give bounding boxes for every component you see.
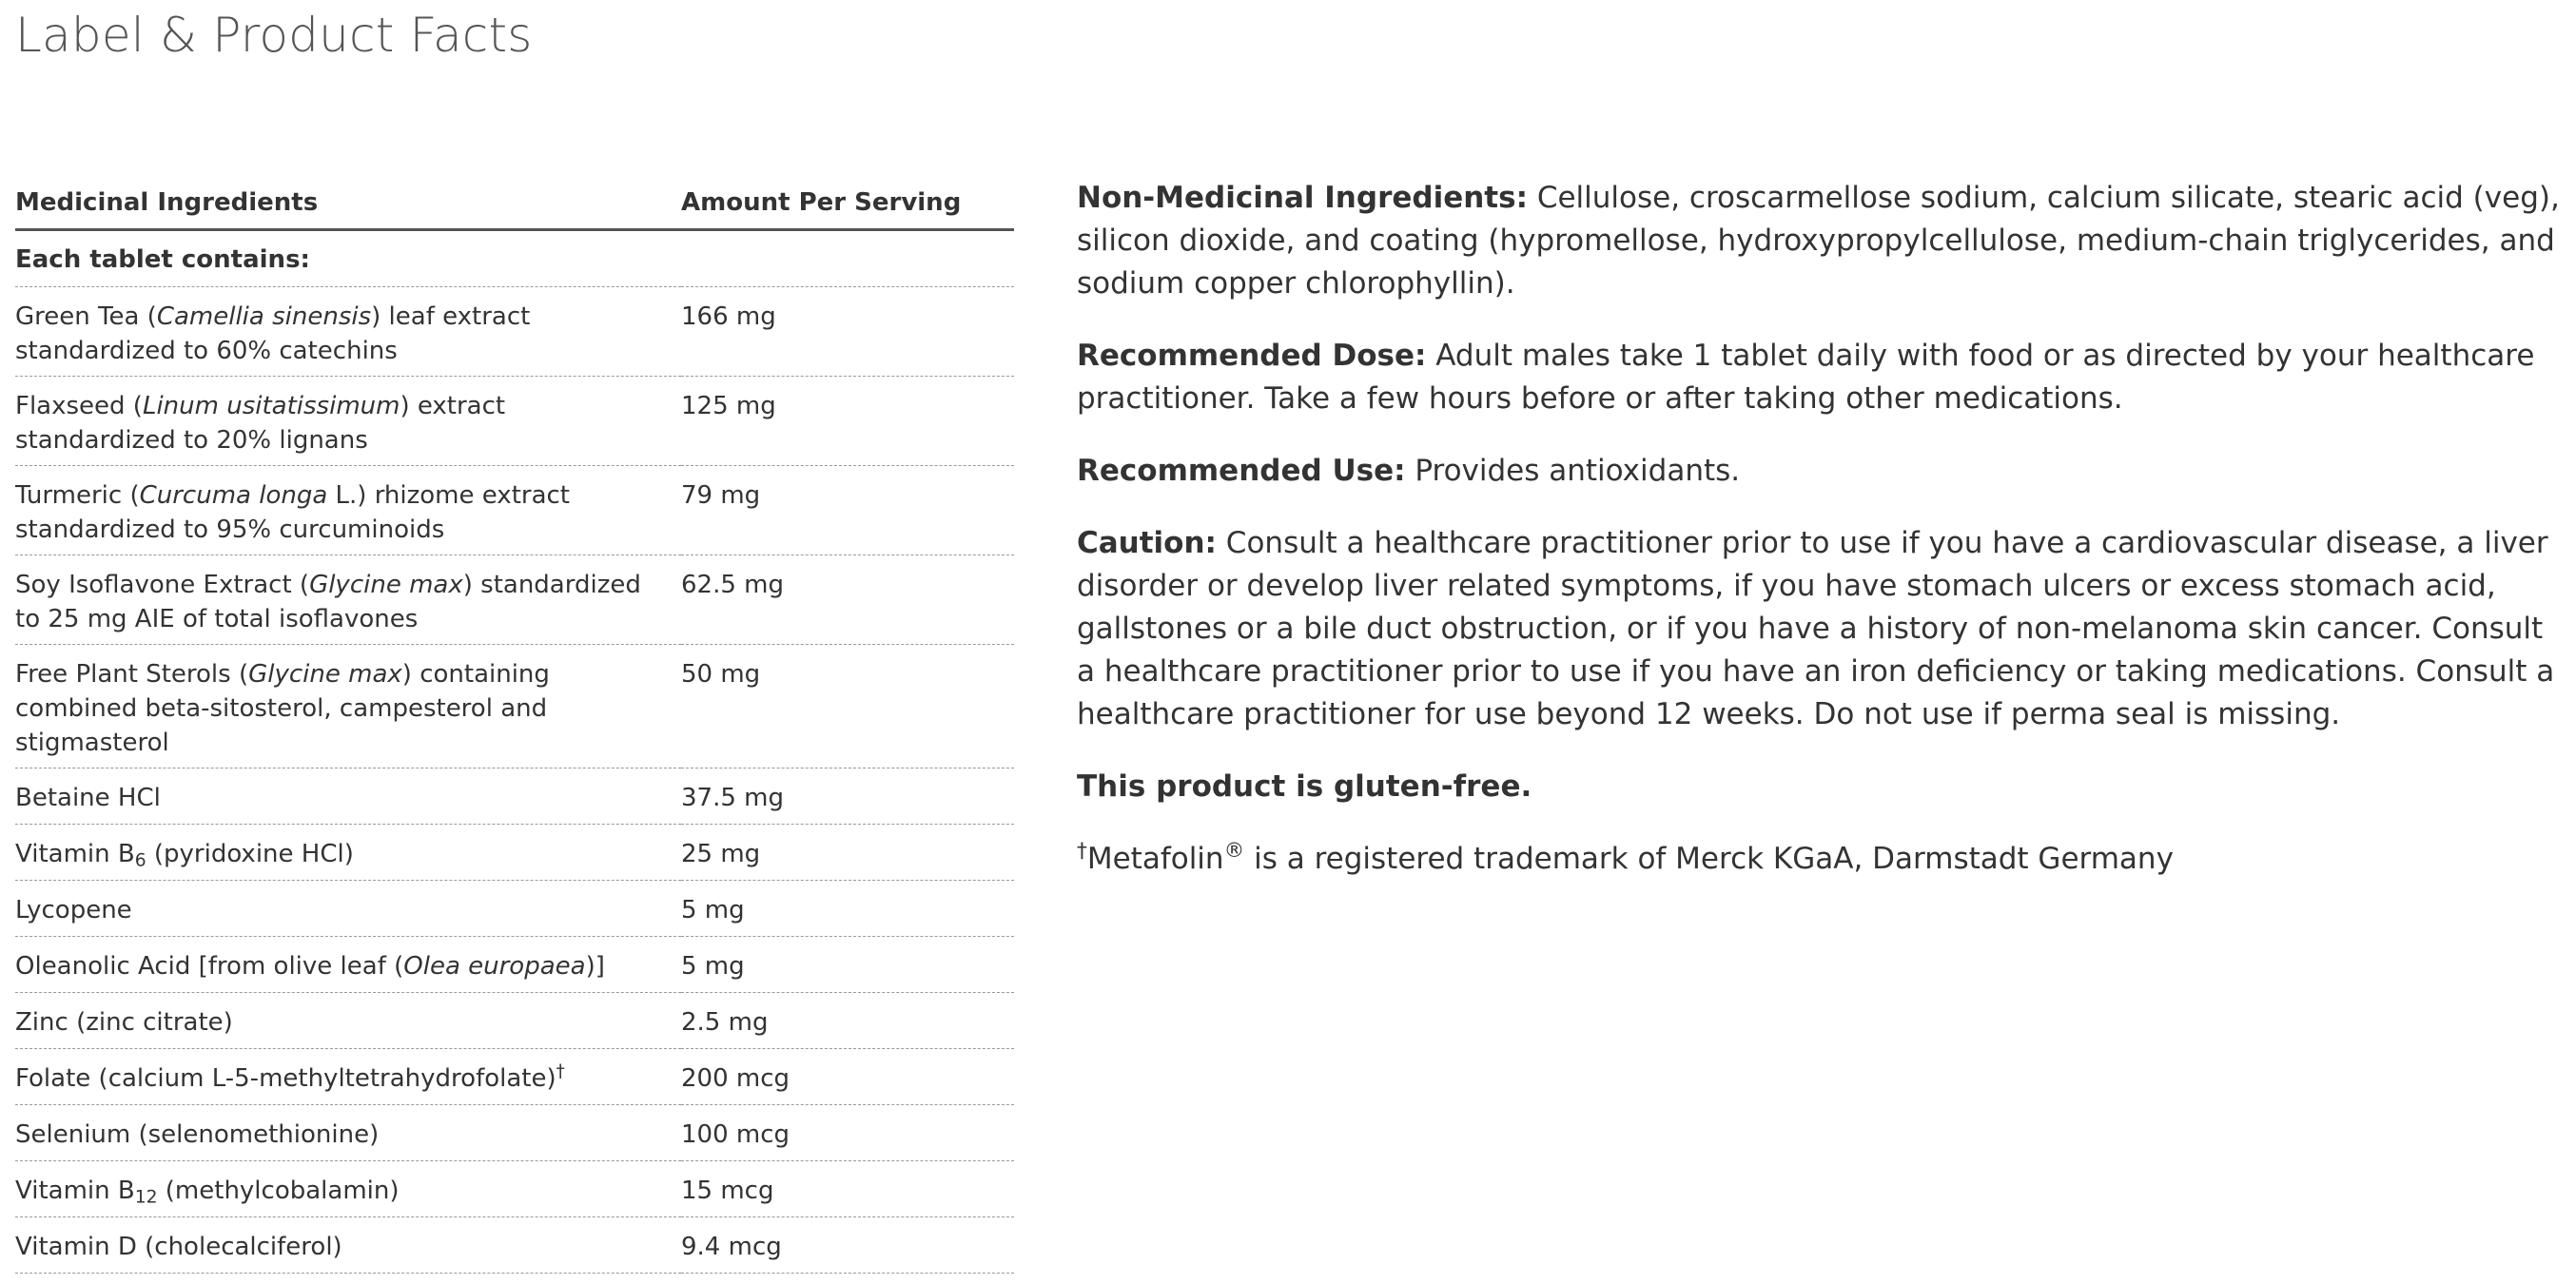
ingredient-amount: 200 mcg	[681, 1049, 1014, 1105]
page-title: Label & Product Facts	[15, 8, 533, 63]
ingredient-amount: 2.5 mg	[681, 993, 1014, 1049]
ingredient-amount: 125 mg	[681, 377, 1014, 466]
table-row	[15, 287, 1014, 377]
ingredient-name: Folate (calcium L-5-methyltetrahydrofolate)†	[15, 1049, 681, 1105]
ingredient-name: Flaxseed (Linum usitatissimum) extract standardized to 20% lignans	[15, 377, 681, 466]
ingredient-amount: 25 mg	[681, 825, 1014, 881]
table-row	[15, 377, 1014, 466]
table-subheader-row	[15, 230, 1014, 287]
recommended-use	[1077, 450, 2561, 493]
use-label: Recommended Use:	[1077, 454, 1406, 488]
ingredient-name: Vitamin $B_{12}$ (methylcobalamin)	[15, 1161, 681, 1217]
table-row	[15, 555, 1014, 645]
table-row	[15, 645, 1014, 768]
table-row	[15, 825, 1014, 881]
table-header-row	[15, 158, 1014, 230]
ingredient-name: Vitamin $B_6$ (pyridoxine HCl)	[15, 825, 681, 881]
table-row	[15, 1161, 1014, 1217]
caution	[1077, 522, 2561, 736]
use-text: Provides antioxidants.	[1405, 454, 1741, 488]
ingredients-table	[15, 158, 1014, 1274]
ingredient-amount: 5 mg	[681, 881, 1014, 937]
medicinal-ingredients-header: Medicinal Ingredients	[15, 158, 681, 230]
ingredient-amount: 166 mg	[681, 287, 1014, 377]
ingredient-name: Lycopene	[15, 881, 681, 937]
non-medicinal-ingredients	[1077, 177, 2561, 305]
ingredient-name: Soy Isoflavone Extract (Glycine max) standardized to 25 mg AIE of total isoflavones	[15, 555, 681, 645]
dose-text: Adult males take 1 tablet daily with food or as directed by your healthcare practitioner. Take a few hours before or after taking other medications.	[1077, 339, 2535, 416]
product-info-section	[1077, 177, 2561, 910]
gluten-free-statement: This product is gluten-free.	[1077, 769, 1532, 804]
ingredient-name: Turmeric (Curcuma longa L.) rhizome extract standardized to 95% curcuminoids	[15, 466, 681, 555]
ingredient-amount: 100 mcg	[681, 1105, 1014, 1161]
trademark-note: †Metafolin® is a registered trademark of Merck KGaA, Darmstadt Germany	[1077, 839, 2174, 876]
non-medicinal-label: Non-Medicinal Ingredients:	[1077, 181, 1528, 215]
dose-label: Recommended Dose:	[1077, 339, 1427, 373]
each-tablet-contains-label: Each tablet contains:	[15, 230, 1014, 287]
ingredient-name: Free Plant Sterols (Glycine max) containing combined beta-sitosterol, campesterol and stigmasterol	[15, 645, 681, 768]
caution-text: Consult a healthcare practitioner prior to use if you have a cardiovascular disease, a liver disorder or develop liver related symptoms, if you have stomach ulcers or excess stomach acid, gallstones or a bile duct obstruction, or if you have a history of non-melanoma skin cancer. Consult a healthcare practitioner prior to use if you have an iron deficiency or taking medications. Consult a healthcare practitioner for use beyond 12 weeks. Do not use if perma seal is missing.	[1077, 526, 2555, 731]
caution-label: Caution:	[1077, 526, 1217, 560]
ingredient-amount: 79 mg	[681, 466, 1014, 555]
recommended-dose	[1077, 335, 2561, 420]
ingredient-amount: 62.5 mg	[681, 555, 1014, 645]
ingredient-name: Zinc (zinc citrate)	[15, 993, 681, 1049]
amount-per-serving-header: Amount Per Serving	[681, 158, 1014, 230]
ingredient-amount: 37.5 mg	[681, 768, 1014, 825]
ingredient-name: Green Tea (Camellia sinensis) leaf extract standardized to 60% catechins	[15, 287, 681, 377]
table-row	[15, 1049, 1014, 1105]
table-row	[15, 768, 1014, 825]
table-row	[15, 1105, 1014, 1161]
table-row	[15, 466, 1014, 555]
ingredient-amount: 9.4 mcg	[681, 1217, 1014, 1274]
ingredient-name: Betaine HCl	[15, 768, 681, 825]
ingredient-amount: 15 mcg	[681, 1161, 1014, 1217]
table-row	[15, 993, 1014, 1049]
ingredient-name: Vitamin D (cholecalciferol)	[15, 1217, 681, 1274]
ingredient-amount: 5 mg	[681, 937, 1014, 993]
ingredient-name: Selenium (selenomethionine)	[15, 1105, 681, 1161]
table-row	[15, 937, 1014, 993]
ingredient-amount: 50 mg	[681, 645, 1014, 768]
ingredient-name: Oleanolic Acid [from olive leaf (Olea europaea)]	[15, 937, 681, 993]
table-row	[15, 881, 1014, 937]
non-medicinal-text: Cellulose, croscarmellose sodium, calcium silicate, stearic acid (veg), silicon dioxide, and coating (hypromellose, hydroxypropylcellulose, medium-chain triglycerides, and sodium copper chlorophyllin).	[1077, 181, 2560, 301]
table-row	[15, 1217, 1014, 1274]
